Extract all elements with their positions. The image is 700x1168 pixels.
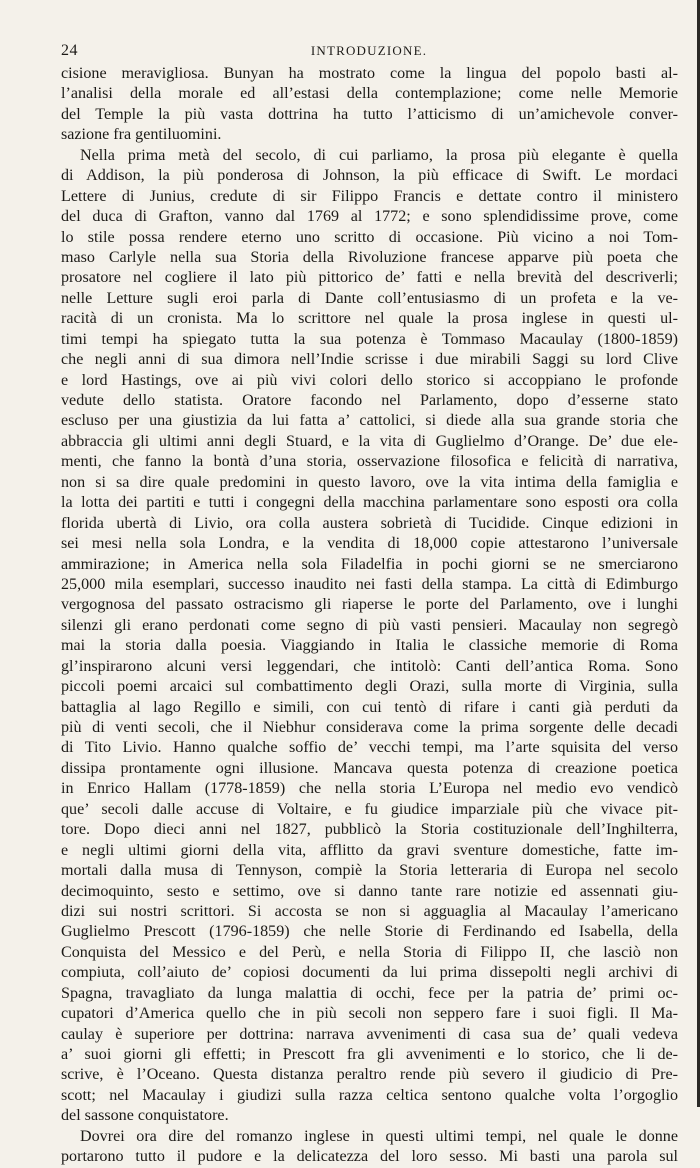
text-line: silenzi gli erano perdonati come segno di più vasti pensieri. Macaulay non segregò	[61, 616, 678, 634]
text-line: battaglia al lago Regillo e simili, con cui tentò di rifare i canti già perduti da	[61, 698, 678, 716]
page-header	[61, 42, 677, 62]
text-line: tore. Dopo dieci anni nel 1827, pubblicò la Storia costituzionale dell’Inghilterra,	[61, 821, 678, 839]
text-line: caulay è superiore per dottrina: narrava avvenimenti di casa sua de’ quali vedeva	[61, 1025, 678, 1043]
text-line: cupatori d’America quello che in più secoli non seppero fare i suoi figli. Il Ma-	[61, 1005, 678, 1023]
text-line: scrive, è l’Oceano. Questa distanza peraltro rende più severo il giudicio di Pre-	[61, 1066, 678, 1084]
text-line: Spagna, travagliato da lunga malattia di occhi, fece per la patria de’ primi oc-	[61, 984, 678, 1002]
text-line: Guglielmo Prescott (1796-1859) che nelle Storie di Ferdinando ed Isabella, della	[61, 923, 678, 941]
text-line: del duca di Grafton, vanno dal 1769 al 1772; e sono splendidissime prove, come	[61, 208, 678, 226]
text-line: e lord Hastings, ove ai più vivi colori dello storico si accoppiano le profonde	[61, 371, 678, 389]
text-line: Lettere di Junius, credute di sir Filippo Francis e dettate contro il ministero	[61, 187, 678, 205]
text-line: che negli anni di sua dimora nell’Indie scrisse i due mirabili Saggi su lord Clive	[61, 351, 678, 369]
text-line: 25,000 mila esemplari, successo inaudito nei fasti della stampa. La città di Edimburgo	[61, 575, 678, 593]
text-line: dizi sui nostri scrittori. Si accosta se non si agguaglia al Macaulay l’americano	[61, 902, 678, 920]
text-line: racità di un cronista. Ma lo scrittore nel quale la prosa inglese in questi ul-	[61, 310, 678, 328]
text-line: gl’inspirarono alcuni versi leggendari, che intitolò: Canti dell’antica Roma. Sono	[61, 657, 678, 675]
text-line: lo stile possa rendere eterno uno scritto di occasione. Più vicino a noi Tom-	[61, 228, 678, 246]
text-line: portarono tutto il pudore e la delicatezza del loro sesso. Mi basti una parola sul	[61, 1148, 678, 1166]
text-line: prosatore nel cogliere il lato più pittorico de’ fatti e nella brevità del descriverli;	[61, 269, 678, 287]
text-line: scott; nel Macaulay i giudizi sulla razza celtica sentono qualche volta l’orgoglio	[61, 1086, 678, 1104]
text-line: sazione fra gentiluomini.	[61, 126, 222, 144]
text-line: vergognosa del passato ostracismo gli riaperse le porte del Parlamento, ove i lunghi	[61, 596, 678, 614]
text-line: in Enrico Hallam (1778-1859) che nella storia L’Europa nel medio evo vendicò	[61, 780, 678, 798]
text-line: del Temple la più vasta dottrina ha tutto l’atticismo di un’amichevole conver-	[61, 105, 678, 123]
text-line: mai la storia dalla poesia. Viaggiando in Italia le classiche memorie di Roma	[61, 637, 678, 655]
text-line: decimoquinto, sesto e settimo, ove si danno tante rare notizie ed assennati giu-	[61, 882, 678, 900]
text-line: menti, che fanno la bontà d’una storia, osservazione filosofica e felicità di narrativa,	[61, 453, 678, 471]
text-line: a’ suoi giorni gli effetti; in Prescott fra gli avvenimenti e lo storico, che li de-	[61, 1046, 678, 1063]
text-line: dissipa prontamente ogni illusione. Mancava questa potenza di creazione poetica	[61, 759, 678, 777]
text-line: di Tito Livio. Hanno qualche soffio de’ vecchi tempi, ma l’arte squisita del verso	[61, 739, 678, 757]
text-line: timi tempi ha spiegato tutta la sua potenza è Tommaso Macaulay (1800-1859)	[61, 330, 678, 348]
text-line: vedute dello statista. Oratore facondo nel Parlamento, dopo d’esserne stato	[61, 392, 678, 409]
text-line: que’ secoli dalle accuse di Voltaire, e fu giudice imparziale più che vivace pit-	[61, 800, 678, 818]
text-line: più di venti secoli, che il Niebhur considerava come la prima sorgente delle decadi	[61, 719, 678, 736]
text-line: escluso per una giustizia da lui fatta a’ cattolici, si diede alla sua grande storia che	[61, 412, 678, 430]
text-line: la lotta dei partiti e tutti i congegni della macchina parlamentare sono esposti ora colla	[61, 494, 678, 512]
text-line: maso Carlyle nella sua Storia della Rivoluzione francese apparve più poeta che	[61, 248, 678, 266]
text-line: ammirazione; in America nella sola Filadelfia in pochi giorni se ne smerciarono	[61, 555, 678, 573]
text-line: compiuta, coll’aiuto de’ copiosi documenti da lui prima dissepolti negli archivi di	[61, 964, 678, 982]
text-line: cisione meravigliosa. Bunyan ha mostrato come la lingua del popolo basti al-	[61, 65, 678, 82]
text-line: non si sa dire quale predomini in questo lavoro, ove la vita intima della famiglia e	[61, 473, 678, 491]
text-line: e negli ultimi giorni della vita, afflitto da gravi sventure domestiche, fatte im-	[61, 841, 678, 859]
text-line: del sassone conquistatore.	[61, 1107, 229, 1125]
running-head: INTRODUZIONE.	[310, 43, 428, 58]
text-line: l’analisi della morale ed all’estasi della contemplazione; come nelle Memorie	[61, 85, 678, 103]
text-line: di Addison, la più ponderosa di Johnson, la più efficace di Swift. Le mordaci	[61, 167, 678, 185]
text-line: nelle Letture sugli eroi parla di Dante coll’entusiasmo di un profeta e la ve-	[61, 289, 678, 307]
text-line: Conquista del Messico e del Perù, e nella Storia di Filippo II, che lasciò non	[61, 943, 678, 961]
text-line: Nella prima metà del secolo, di cui parliamo, la prosa più elegante è quella	[80, 146, 678, 164]
text-line: abbraccia gli ultimi anni degli Stuard, e la vita di Guglielmo d’Orange. De’ due ele-	[61, 432, 678, 450]
text-line: Dovrei ora dire del romanzo inglese in questi ultimi tempi, nel quale le donne	[80, 1127, 678, 1145]
page-number: 24	[61, 42, 78, 59]
text-line: sei mesi nella sola Londra, e la vendita di 18,000 copie attestarono l’universale	[61, 535, 678, 553]
text-line: piccoli poemi arcaici sul combattimento degli Orazi, sulla morte di Virginia, sulla	[61, 678, 678, 696]
text-line: florida ubertà di Livio, ora colla austera sobrietà di Tucidide. Cinque edizioni in	[61, 514, 678, 532]
body-text	[61, 64, 678, 1168]
text-line: mortali dalla musa di Tennyson, compiè la Storia letteraria di Europa nel secolo	[61, 862, 678, 880]
